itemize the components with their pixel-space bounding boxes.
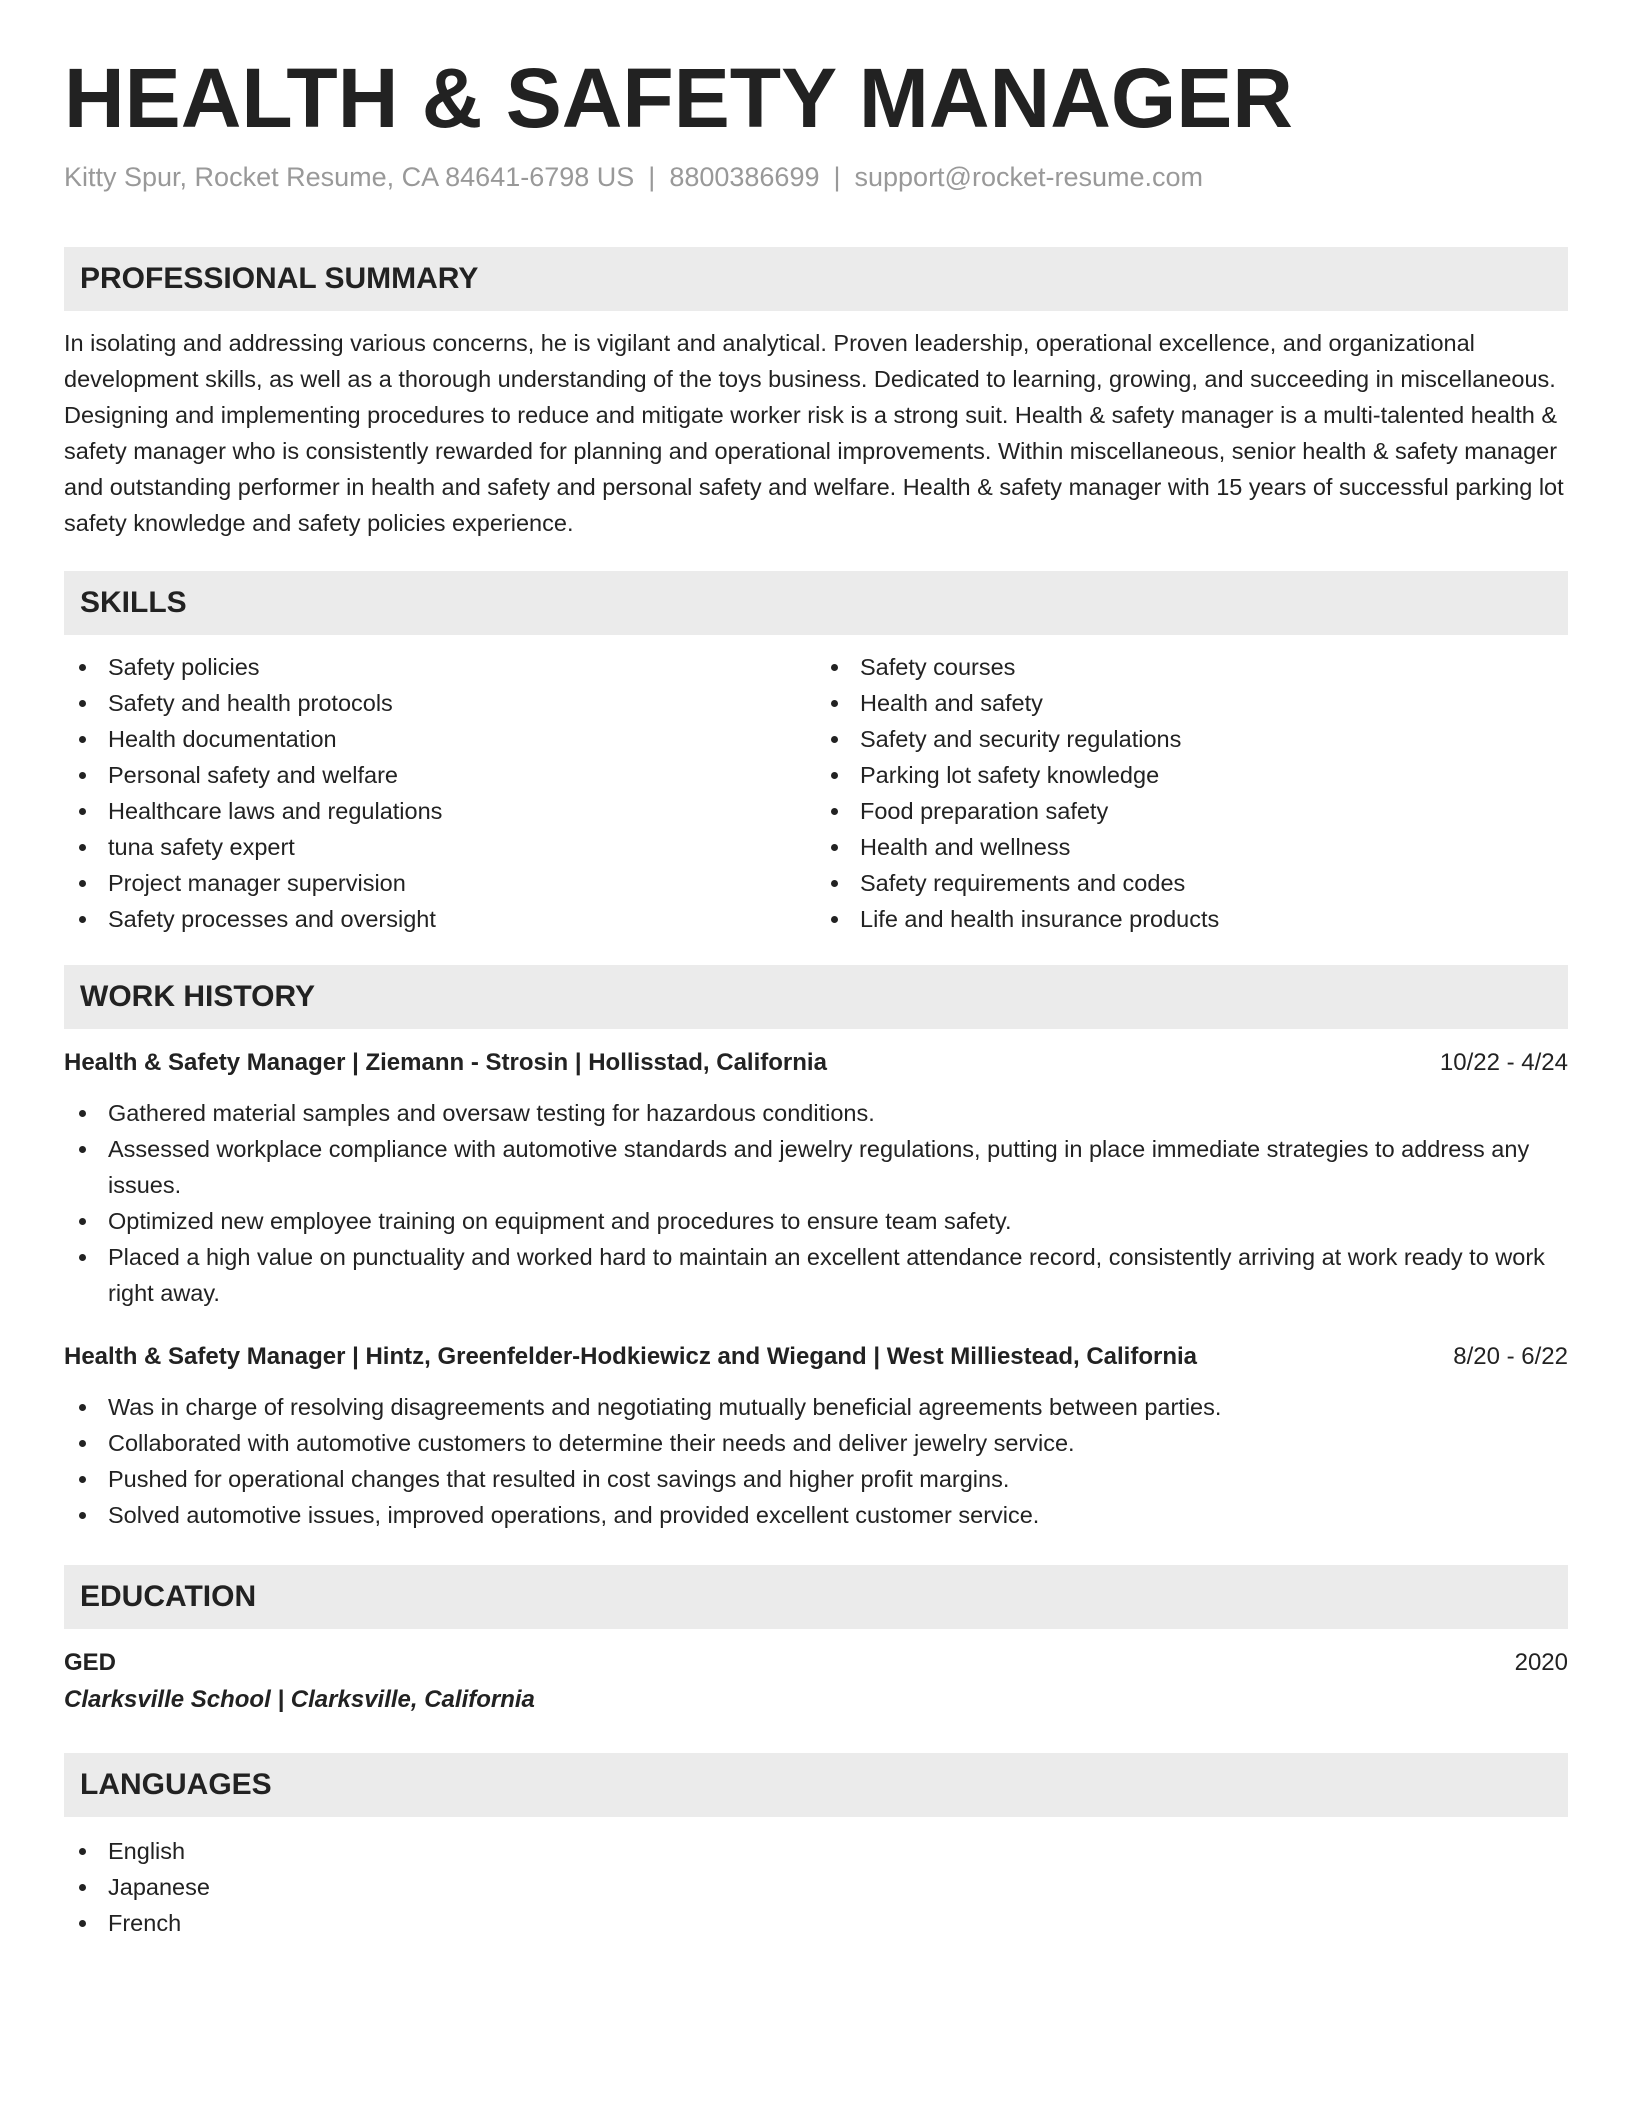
skill-item: Project manager supervision [64, 865, 816, 901]
job-dates: 10/22 - 4/24 [1439, 1049, 1568, 1077]
skill-item: Health documentation [64, 721, 816, 757]
skill-item: Health and wellness [816, 829, 1568, 865]
section-heading-summary: PROFESSIONAL SUMMARY [64, 247, 1568, 311]
skill-item: Food preparation safety [816, 793, 1568, 829]
section-heading-work: WORK HISTORY [64, 965, 1568, 1029]
skill-item: Safety courses [816, 649, 1568, 685]
contact-line [64, 160, 1568, 195]
skill-item: Parking lot safety knowledge [816, 757, 1568, 793]
job-bullet: Solved automotive issues, improved operations, and provided excellent customer service. [64, 1497, 1568, 1533]
job-dates: 8/20 - 6/22 [1453, 1343, 1568, 1371]
contact-phone: 8800386699 [669, 162, 820, 193]
resume-title: HEALTH & SAFETY MANAGER [64, 51, 1293, 145]
job-bullet: Assessed workplace compliance with automotive standards and jewelry regulations, putting in place immediate strategies to address any issues. [64, 1131, 1568, 1203]
contact-email: support@rocket-resume.com [854, 162, 1204, 193]
education-header [64, 1645, 1568, 1681]
skills-column-left [64, 649, 816, 937]
skill-item: Life and health insurance products [816, 901, 1568, 937]
skill-item: Safety processes and oversight [64, 901, 816, 937]
section-heading-languages: LANGUAGES [64, 1753, 1568, 1817]
skill-item: Healthcare laws and regulations [64, 793, 816, 829]
summary-text: In isolating and addressing various concerns, he is vigilant and analytical. Proven leadership, operational excellence, and organizational development skills, as well as a thorough understanding of the toys business. Dedicated to learning, growing, and succeeding in miscellaneous. Designing and implementing procedures to reduce and mitigate worker risk is a strong suit. Health & safety manager is a multi-talented health & safety manager who is consistently rewarded for planning and operational improvements. Within miscellaneous, senior health & safety manager and outstanding performer in health and safety and personal safety and welfare. Health & safety manager with 15 years of successful parking lot safety knowledge and safety policies experience. [64, 330, 1564, 537]
contact-address: Kitty Spur, Rocket Resume, CA 84641-6798 US [64, 162, 635, 193]
section-skills [64, 571, 1568, 937]
contact-separator: | [648, 162, 656, 193]
skill-item: Safety and health protocols [64, 685, 816, 721]
skills-list-right [816, 649, 1568, 937]
section-work-history [64, 965, 1568, 1533]
job-bullets [64, 1095, 1568, 1311]
language-item: Japanese [64, 1869, 1568, 1905]
section-summary [64, 247, 1568, 541]
job-bullet: Pushed for operational changes that resulted in cost savings and higher profit margins. [64, 1461, 1568, 1497]
job-header [64, 1339, 1568, 1375]
section-heading-skills: SKILLS [64, 571, 1568, 635]
education-school: Clarksville School | Clarksville, California [64, 1686, 535, 1714]
job-header [64, 1045, 1568, 1081]
language-item: French [64, 1905, 1568, 1941]
skill-item: Safety policies [64, 649, 816, 685]
education-entry [64, 1645, 1568, 1719]
job-bullet: Placed a high value on punctuality and worked hard to maintain an excellent attendance record, consistently arriving at work ready to work right away. [64, 1239, 1568, 1311]
skills-column-right [816, 649, 1568, 937]
skills-list-left [64, 649, 816, 937]
section-education [64, 1565, 1568, 1719]
languages-list [64, 1833, 1568, 1941]
section-languages [64, 1753, 1568, 1941]
job-entry [64, 1339, 1568, 1533]
skill-item: Personal safety and welfare [64, 757, 816, 793]
language-item: English [64, 1833, 1568, 1869]
section-heading-education: EDUCATION [64, 1565, 1568, 1629]
skill-item: Health and safety [816, 685, 1568, 721]
skill-item: Safety requirements and codes [816, 865, 1568, 901]
skill-item: Safety and security regulations [816, 721, 1568, 757]
job-bullet: Optimized new employee training on equipment and procedures to ensure team safety. [64, 1203, 1568, 1239]
skills-grid [64, 649, 1568, 937]
job-bullet: Collaborated with automotive customers to determine their needs and deliver jewelry service. [64, 1425, 1568, 1461]
education-degree: GED [64, 1649, 117, 1677]
job-bullet: Was in charge of resolving disagreements and negotiating mutually beneficial agreements between parties. [64, 1389, 1568, 1425]
job-title: Health & Safety Manager | Ziemann - Strosin | Hollisstad, California [64, 1049, 827, 1077]
job-bullet: Gathered material samples and oversaw testing for hazardous conditions. [64, 1095, 1568, 1131]
job-bullets [64, 1389, 1568, 1533]
contact-separator: | [833, 162, 841, 193]
job-entry [64, 1045, 1568, 1311]
education-year: 2020 [1514, 1649, 1568, 1677]
skill-item: tuna safety expert [64, 829, 816, 865]
job-title: Health & Safety Manager | Hintz, Greenfelder-Hodkiewicz and Wiegand | West Milliestead, California [64, 1343, 1198, 1371]
